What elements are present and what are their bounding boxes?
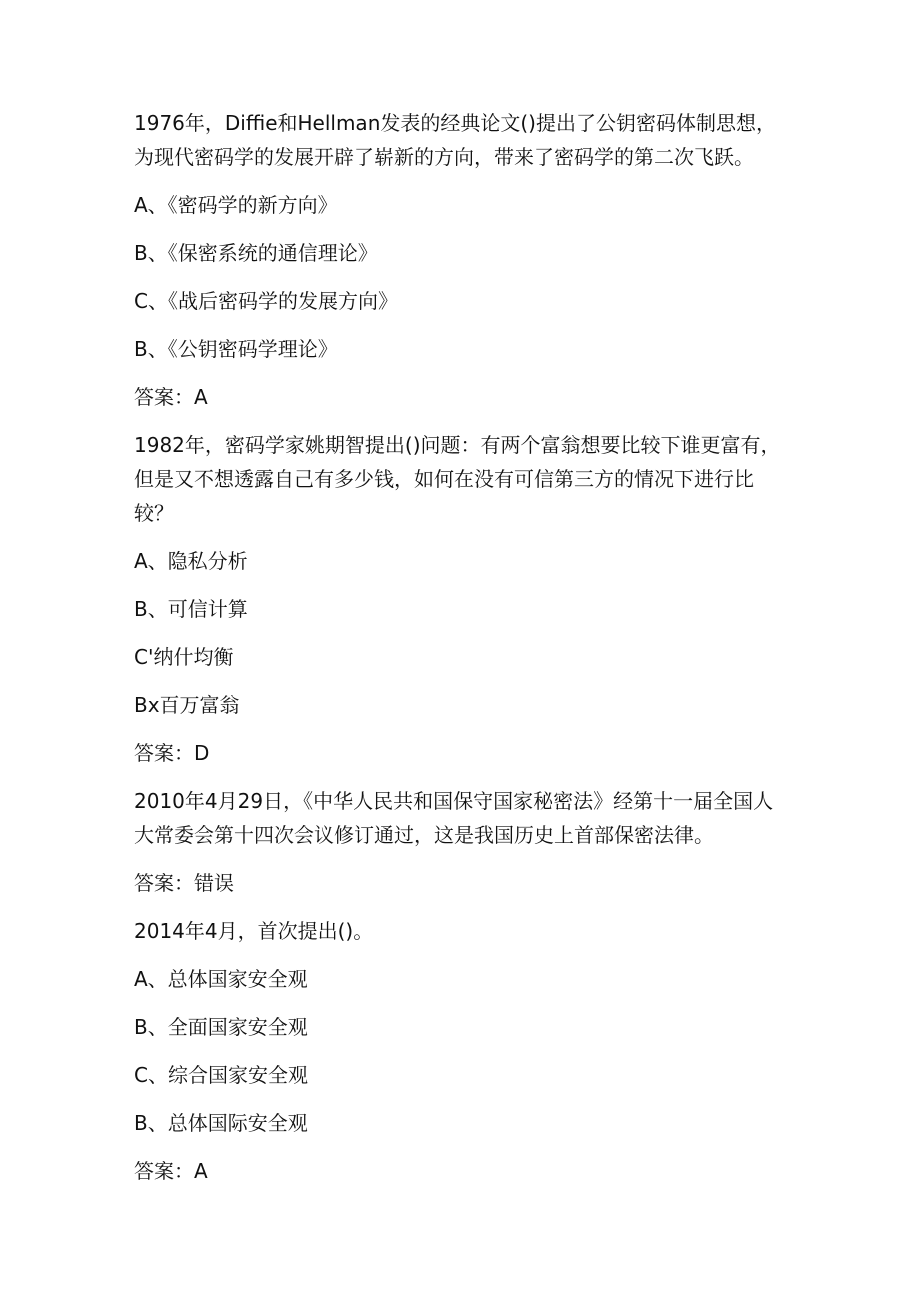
question-1-answer: 答案：A — [134, 385, 208, 409]
question-4-option-d: B、总体国际安全观 — [134, 1111, 308, 1135]
question-3-text-line-2: 大常委会第十四次会议修订通过，这是我国历史上首部保密法律。 — [134, 823, 714, 847]
question-1-option-d: B、《公钥密码学理论》 — [134, 337, 338, 361]
question-1-option-c: C、《战后密码学的发展方向》 — [134, 289, 398, 313]
question-4-option-a: A、总体国家安全观 — [134, 967, 308, 991]
question-2-answer: 答案：D — [134, 741, 210, 765]
question-1-text-line-2: 为现代密码学的发展开辟了崭新的方向，带来了密码学的第二次飞跃。 — [134, 145, 754, 169]
question-4-option-b: B、全面国家安全观 — [134, 1015, 308, 1039]
document-body — [134, 106, 794, 1188]
question-2-text-line-3: 较？ — [134, 501, 174, 525]
question-4-answer: 答案：A — [134, 1159, 208, 1183]
question-2-text-line-2: 但是又不想透露自己有多少钱，如何在没有可信第三方的情况下进行比 — [134, 467, 754, 491]
question-3-answer: 答案：错误 — [134, 871, 234, 895]
question-2-option-d: Bx百万富翁 — [134, 693, 240, 717]
question-2-option-b: B、可信计算 — [134, 597, 248, 621]
question-1-option-a: A、《密码学的新方向》 — [134, 193, 338, 217]
question-2-option-a: A、隐私分析 — [134, 549, 248, 573]
question-1-text-line-1: 1976年，Diffie和Hellman发表的经典论文()提出了公钥密码体制思想， — [134, 111, 776, 135]
question-4-option-c: C、综合国家安全观 — [134, 1063, 308, 1087]
question-3-text-line-1: 2010年4月29日，《中华人民共和国保守国家秘密法》经第十一届全国人 — [134, 789, 774, 813]
question-2-option-c: C'纳什均衡 — [134, 645, 234, 669]
question-4-text: 2014年4月，首次提出()。 — [134, 919, 374, 943]
question-2-text-line-1: 1982年，密码学家姚期智提出()问题：有两个富翁想要比较下谁更富有， — [134, 433, 781, 457]
question-1-option-b: B、《保密系统的通信理论》 — [134, 241, 378, 265]
